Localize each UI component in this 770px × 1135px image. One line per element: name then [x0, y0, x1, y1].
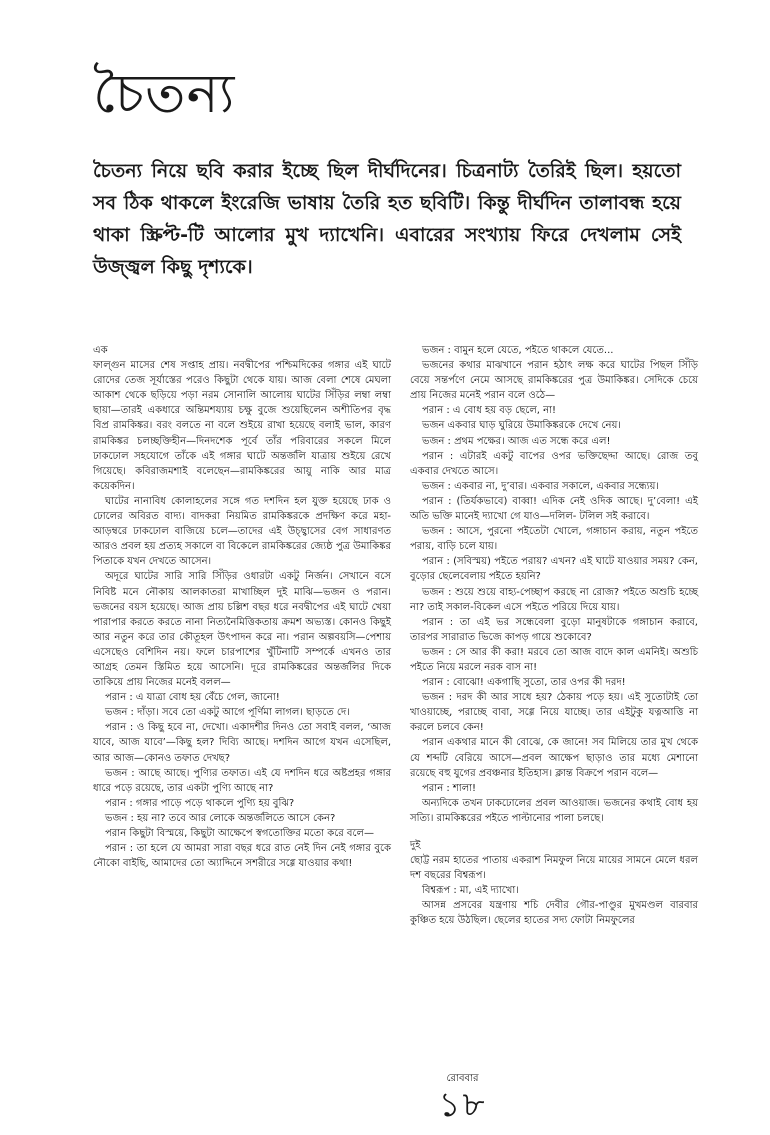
dialogue-line: পরান : (তির্যকভাবে) বাব্বা! এদিক নেই ওদিক আছে। দু’বেলা! এই অতি ভক্তি মানেই দ্যাখো গে যাও—দলিল- টলিল সই করাবে।: [410, 495, 698, 523]
page-footer: [0, 1073, 770, 1125]
dialogue-line: পরান : এ বোধ হয় বড় ছেলে, না!: [422, 405, 557, 417]
dialogue-line: ভজন : একবার না, দু’বার। একবার সকালে, একবার সন্ধ্যেয়।: [422, 480, 659, 492]
dialogue-line: ভজন : দাঁড়া। সবে তো একটু আগে পূর্ণিমা লাগল। ছাড়তে দে।: [105, 707, 350, 719]
article-intro: চৈতন্য নিয়ে ছবি করার ইচ্ছে ছিল দীর্ঘদিনের। চিত্রনাট্য তৈরিই ছিল। হয়তো সব ঠিক থাকলে ইংরেজি ভাষায় তৈরি হত ছবিটি। কিন্তু দীর্ঘদিন তালাবন্ধ হয়ে থাকা স্ক্রিপ্ট-টি আলোর মুখ দ্যাখেনি। এবারের সংখ্যায় ফিরে দেখলাম সেই উজ্জ্বল কিছু দৃশ্যকে।: [93, 160, 681, 278]
paragraph: অন্যদিকে তখন ঢাকঢোলের প্রবল আওয়াজ। ভজনের কথাই বোধ হয় সত্যি। রামকিঙ্করের পইতে পাল্টানোর পালা চলছে।: [410, 797, 698, 824]
section-heading-one: এক: [93, 345, 108, 356]
paragraph: পরান কিছুটা বিস্ময়ে, কিছুটা আক্ষেপে স্বগতোক্তির মতো করে বলে—: [105, 828, 374, 839]
dialogue-line: পরান : (সবিস্ময়) পইতে পরায়? এখন? এই ঘাটে যাওয়ার সময়? কেন, বুড়োর ছেলেবেলায় পইতে হয়নি?: [410, 556, 698, 583]
dialogue-line: পরান : গঙ্গার পাড়ে পড়ে থাকলে পুণ্যি হয় বুঝি?: [105, 797, 295, 809]
right-column: [410, 343, 698, 929]
paragraph: পরান একথার মানে কী বোঝে, কে জানে! সব মিলিয়ে তার মুখ থেকে যে শব্দটি বেরিয়ে আসে—প্রবল আক্ষেপ ছাড়াও তার মধ্যে মেশানো রয়েছে বহু যুগের প্রবঞ্চনার ইতিহাস। ক্লান্ত বিক্রপে পরান বলে—: [410, 737, 698, 779]
paragraph: আসন্ন প্রসবের যন্ত্রণায় শচি দেবীর গৌর-পাণ্ডুর মুখমণ্ডল বারবার কুঞ্চিত হয়ে উঠছিল। ছেলের হাতের সদ্য ফোটা নিমফুলের: [410, 900, 698, 927]
paragraph: ঘাটের নানাবিধ কোলাহলের সঙ্গে গত দশদিন হল যুক্ত হয়েছে ঢাক ও ঢোলের অবিরত বাদ্য। বাদকরা নিয়মিত রামকিঙ্করকে প্রদক্ষিণ করে মহা-আড়ম্বরে ঢাকঢোল বাজিয়ে চলে—তাদের এই উচ্ছ্বাসের বেগ সাধারণত আরও প্রবল হয় প্রত্যহ সকালে বা বিকেলে রামকিঙ্করের জ্যেষ্ঠ পুত্র উমাকিঙ্কর পিতাকে যখন দেখতে আসেন।: [93, 495, 391, 568]
dialogue-line: পরান : এটারই একটু বাপের ওপর ভক্তিছেদ্দা আছে। রোজ তবু একবার দেখতে আসে।: [410, 450, 698, 477]
paragraph: ভজনের কথার মাঝখানে পরান হঠাৎ লক্ষ করে ঘাটের পিছল সিঁড়ি বেয়ে সন্তর্পণে নেমে আসছে রামকিঙ্করের পুত্র উমাকিঙ্কর। সেদিকে চেয়ে প্রায় নিজের মনেই পরান বলে ওঠে—: [410, 360, 698, 402]
dialogue-line: পরান : এ যাত্রা বোধ হয় বেঁচে গেল, জানো!: [105, 692, 280, 704]
dialogue-line: পরান : বোঝো! একগাছি সুতো, তার ওপর কী দরদ!: [422, 677, 626, 689]
dialogue-line: ভজন : দরদ কী আর সাধে হয়? ঠেকায় পড়ে হয়। এই সুতোটাই তো খাওয়াচ্ছে, পরাচ্ছে বাবা, সগ্গে নিয়ে যাচ্ছে। তার এইটুকু যত্নআত্তি না করলে চলবে কেন!: [410, 692, 698, 734]
dialogue-line: পরান : ও কিছু হবে না, দেখো। একাদশীর দিনও তো সবাই বলল, ‘আজ যাবে, আজ যাবে’—কিছু হল? দিব্যি আছে। দশদিন আগে যখন এসেছিল, আর আজ—কোনও তফাত দেখছ?: [93, 722, 391, 764]
paragraph: ফাল্গুন মাসের শেষ সপ্তাহ প্রায়। নবদ্বীপের পশ্চিমদিকের গঙ্গার এই ঘাটে রোদের তেজ সূর্যাস্তের পরেও কিছুটা থেকে যায়। আজ বেলা শেষে মেঘলা আকাশ থেকে ছড়িয়ে পড়া নরম সোনালি আলোয় ঘাটের সিঁড়ির লম্বা লম্বা ছায়া—তারই একধারে অন্তিমশয্যায় চক্ষু বুজে শুয়েছিলেন অশীতিপর বৃদ্ধ বিপ্র রামকিঙ্কর। বরং বলতে না বলে শুইয়ে রাখা হয়েছে বলাই ভাল, কারণ রামকিঙ্কর চলচ্ছক্তিহীন—দিনদশেক পূর্বে তাঁর পরিবারের সকলে মিলে ঢাকঢোল সহযোগে তাঁকে এই গঙ্গার ঘাটে অন্তর্জলি যাত্রায় শুইয়ে রেখে গিয়েছে। কবিরাজমশাই বলেছেন—রামকিঙ্করের আয়ু নাকি আর মাত্র কয়েকদিন।: [93, 360, 391, 492]
dialogue-line: ভজন : আসে, পুরনো পইতেটা খোলে, গঙ্গাচান করায়, নতুন পইতে পরায়, বাড়ি চলে যায়।: [410, 526, 698, 553]
dialogue-line: ভজন : সে আর কী করা! মরবে তো আজ বাদে কাল এমনিই। অশুচি পইতে নিয়ে মরলে নরক বাস না!: [410, 646, 698, 673]
paragraph: ছোট্ট নরম হাতের পাতায় একরাশ নিমফুল নিয়ে মায়ের সামনে মেলে ধরল দশ বছরের বিশ্বরূপ।: [410, 855, 698, 882]
section-heading-two: দুই: [410, 840, 421, 851]
dialogue-line: ভজন : শুয়ে শুয়ে বাহ্য-পেচ্ছাপ করছে না রোজ? পইতে অশুচি হচ্ছে না? তাই সকাল-বিকেল এসে পইতে পরিয়ে দিয়ে যায়।: [410, 586, 698, 613]
left-column: [93, 343, 391, 871]
dialogue-line: পরান : শালা!: [422, 782, 477, 794]
dialogue-line: বিশ্বরূপ : মা, এই দ্যাখো।: [422, 885, 519, 897]
dialogue-line: ভজন : আছে আছে। পুণ্যির তফাত। এই যে দশদিন ধরে অষ্টপ্রহর গঙ্গার ধারে পড়ে রয়েছে, তার একটা পুণ্যি আছে না?: [93, 767, 391, 794]
dialogue-line: পরান : তা এই ভর সন্ধেবেলা বুড়ো মানুষটাকে গঙ্গাচান করাবে, তারপর সারারাত ভিজে কাপড় গায়ে শুকোবে?: [410, 616, 698, 643]
paragraph: অদূরে ঘাটের সারি সারি সিঁড়ির ওধারটা একটু নির্জন। সেখানে বসে নিবিষ্ট মনে নৌকায় আলকাতরা মাখাচ্ছিল দুই মাঝি—ভজন ও পরান। ভজনের বয়স হয়েছে। আজ প্রায় চল্লিশ বছর ধরে নবদ্বীপের এই ঘাটে খেয়া পারাপার করতে করতে নানা নিত্যনৈমিত্তিকতায় ক্রমশ অভ্যস্ত। কোনও কিছুই আর নতুন করে তার কৌতূহল উৎপাদন করে না। পরান অল্পবয়সি—পেশায় এসেছেও বেশিদিন নয়। ফলে চারপাশের খুঁটিনাটি সম্পর্কে এখনও তার আগ্রহ তেমন স্তিমিত হয়ে আসেনি। দূরে রামকিঙ্করের অন্তর্জলির দিকে তাকিয়ে প্রায় নিজের মনেই বলল—: [93, 571, 391, 689]
dialogue-line: পরান : তা হলে যে আমরা সারা বছর ধরে রাত নেই দিন নেই গঙ্গার বুকে নৌকো বাইছি, আমাদের তো অ্যাদ্দিনে সশরীরে সগ্গে যাওয়ার কথা!: [93, 843, 391, 870]
dialogue-line: ভজন : বামুন হলে যেতে, পইতে থাকলে যেতে...: [422, 345, 614, 356]
paragraph: ভজন একবার ঘাড় ঘুরিয়ে উমাকিঙ্করকে দেখে নেয়।: [422, 420, 621, 432]
dialogue-line: ভজন : হয় না? তবে আর লোকে অন্তর্জলিতে আসে কেন?: [105, 812, 336, 824]
article-title: চৈতন্য: [93, 62, 236, 125]
page-number: ১৮: [438, 1085, 487, 1125]
dialogue-line: ভজন : প্রথম পক্ষের। আজ এত সন্ধে করে এল!: [422, 435, 611, 447]
magazine-name: রোববার: [446, 1073, 479, 1084]
